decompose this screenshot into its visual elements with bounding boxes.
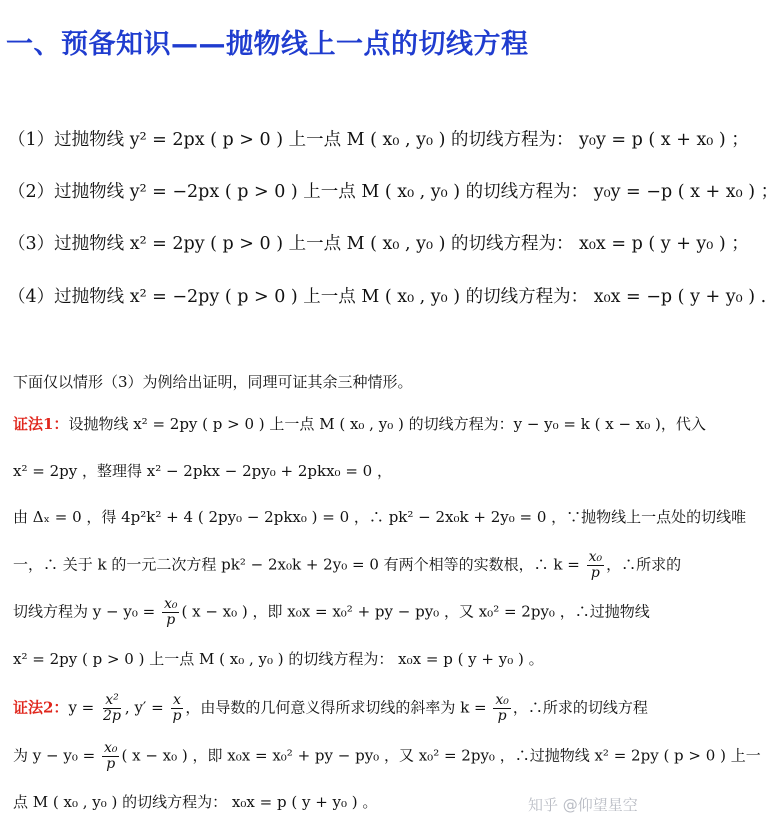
proof1-text1: 设抛物线 x² = 2py ( p > 0 ) 上一点 M ( x₀ , y₀ ) 的切线方程为：y − y₀ = k ( x − x₀ )，代入 [68, 415, 706, 433]
proof2-line1 [13, 693, 689, 724]
proof2-text2a: 为 y − y₀ = [13, 746, 96, 765]
watermark: 知乎 @仰望星空 [528, 796, 638, 814]
fraction-numerator: x₀ [163, 596, 178, 612]
proof1-label: 证法1： [13, 415, 69, 433]
derivative-fraction [170, 693, 183, 724]
fraction-numerator: x² [105, 692, 119, 708]
page-title: 一、预备知识——抛物线上一点的切线方程 [6, 29, 529, 60]
fraction-denominator: p [106, 756, 116, 772]
slope-fraction [587, 550, 605, 581]
intro-text: 下面仅以情形（3）为例给出证明，同理可证其余三种情形。 [13, 373, 413, 391]
proof1-text5a: 切线方程为 y − y₀ = [13, 602, 156, 621]
proof1-line2: x² = 2py ，整理得 x² − 2pkx − 2py₀ + 2pkx₀ = 0 ， [13, 462, 392, 480]
slope-fraction [493, 693, 511, 724]
fraction-numerator: x₀ [495, 692, 509, 708]
proof1-line4 [13, 550, 689, 581]
fraction-denominator: 2p [103, 708, 121, 724]
proof2-text2b: ( x − x₀ ) ，即 x₀x = x₀² + py − py₀ ，又 x₀² = 2py₀ ，∴过抛物线 x² = 2py ( p > 0 ) 上一 [121, 746, 761, 765]
slope-fraction [162, 597, 180, 628]
proof1-text4b: ，∴所求的 [606, 555, 682, 574]
case-1: （1）过抛物线 y² = 2px ( p > 0 ) 上一点 M ( x₀ , y₀ ) 的切线方程为： y₀y = p ( x + x₀ ) ； [8, 130, 749, 150]
proof1-line3: 由 Δₓ = 0 ，得 4p²k² + 4 ( 2py₀ − 2pkx₀ ) = 0 ，∴ pk² − 2x₀k + 2y₀ = 0 ，∵抛物线上一点处的切线唯 [13, 508, 747, 526]
proof1-line6: x² = 2py ( p > 0 ) 上一点 M ( x₀ , y₀ ) 的切线方程为： x₀x = p ( y + y₀ ) 。 [13, 650, 544, 668]
fraction-denominator: p [166, 612, 176, 628]
proof2-line2 [13, 740, 761, 772]
proof1-line1 [13, 412, 706, 436]
case-3: （3）过抛物线 x² = 2py ( p > 0 ) 上一点 M ( x₀ , y₀ ) 的切线方程为： x₀x = p ( y + y₀ ) ； [8, 234, 749, 254]
proof2-text1b: , y′ = [124, 698, 164, 717]
case-2: （2）过抛物线 y² = −2px ( p > 0 ) 上一点 M ( x₀ , y₀ ) 的切线方程为： y₀y = −p ( x + x₀ ) ； [8, 182, 778, 202]
proof2-label: 证法2： [13, 698, 69, 717]
proof2-text1d: ，∴所求的切线方程 [512, 698, 648, 717]
proof1-text4a: 一，∴ 关于 k 的一元二次方程 pk² − 2x₀k + 2y₀ = 0 有两个相等的实数根，∴ k = [13, 555, 580, 574]
fraction-numerator: x [172, 692, 181, 708]
slope-fraction [102, 741, 120, 772]
function-fraction [101, 693, 123, 724]
fraction-denominator: p [497, 708, 507, 724]
proof2-text1a: y = [68, 698, 95, 717]
fraction-denominator: p [172, 708, 182, 724]
case-4: （4）过抛物线 x² = −2py ( p > 0 ) 上一点 M ( x₀ , y₀ ) 的切线方程为： x₀x = −p ( y + y₀ ) . [8, 287, 767, 307]
proof2-line3: 点 M ( x₀ , y₀ ) 的切线方程为： x₀x = p ( y + y₀ ) 。 [13, 793, 378, 811]
proof1-line5 [13, 597, 689, 628]
fraction-numerator: x₀ [103, 740, 118, 756]
fraction-denominator: p [590, 565, 600, 581]
fraction-numerator: x₀ [588, 549, 603, 565]
proof2-text1c: ，由导数的几何意义得所求切线的斜率为 k = [185, 698, 487, 717]
proof1-text5b: ( x − x₀ ) ，即 x₀x = x₀² + py − py₀ ，又 x₀² = 2py₀ ，∴过抛物线 [181, 602, 650, 621]
